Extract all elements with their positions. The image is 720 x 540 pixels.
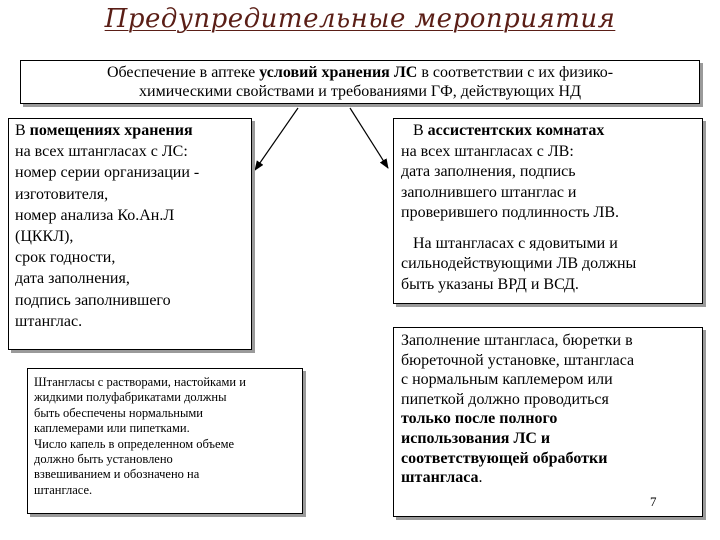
storage-rooms-heading: помещениях хранения [29, 122, 193, 139]
list-item: номер серии организации - [15, 164, 200, 182]
list-item: изготовителя, [15, 185, 109, 203]
list-item: штангласе. [34, 482, 93, 497]
assistant-rooms-box [393, 118, 703, 304]
top-box-text: Обеспечение в аптеке [106, 64, 260, 81]
list-item: с нормальным каплемером или [401, 371, 613, 389]
list-item: быть обеспечены нормальными [34, 405, 203, 420]
right-box-lead: В ассистентских комнатах [413, 122, 605, 139]
list-item: на всех штангласах с ЛВ: [401, 142, 574, 160]
list-item: использования ЛС и [401, 429, 551, 447]
list-item: срок годности, [15, 249, 116, 267]
list-item: Число капель в определенном объеме [34, 436, 235, 451]
list-item: быть указаны ВРД и ВСД. [401, 275, 579, 293]
list-item: проверившего подлинность ЛВ. [401, 204, 620, 221]
left-box-lead: В помещениях хранения [15, 122, 193, 139]
list-item: должно быть установлено [34, 452, 173, 467]
arrow-to-right-box [350, 108, 388, 168]
list-item: взвешиванием и обозначено на [34, 467, 200, 482]
list-item: штангласа. [401, 469, 483, 487]
top-box-bold-text: условий хранения ЛС [259, 64, 418, 81]
list-item: (ЦККЛ), [15, 228, 74, 246]
list-item: бюреточной установке, штангласа [401, 351, 635, 369]
list-item: сильнодействующими ЛВ должны [401, 255, 637, 272]
list-item: пипеткой должно проводиться [401, 390, 609, 408]
page-number: 7 [650, 494, 657, 509]
list-item: штанглас. [15, 312, 83, 330]
top-box-line-1 [21, 63, 699, 82]
droppers-note-box [27, 368, 303, 514]
list-item: На штангласах с ядовитыми и [413, 234, 618, 252]
list-item: соответствующей обработки [401, 449, 608, 467]
spacer [401, 224, 695, 234]
list-item: заполнившего штанглас и [401, 183, 577, 201]
refill-rules-box [393, 327, 703, 517]
list-item: жидкими полуфабрикатами должны [34, 390, 227, 405]
storage-conditions-box [20, 60, 700, 104]
top-box-line-2: химическими свойствами и требованиями ГФ, действующих НД [139, 83, 581, 100]
assistant-rooms-heading: ассистентских комнатах [427, 122, 605, 139]
list-item: Заполнение штангласа, бюретки в [401, 332, 633, 349]
list-item: каплемерами или пипетками. [34, 421, 190, 436]
list-item: на всех штангласах с ЛС: [15, 143, 188, 161]
page-title: Предупредительные мероприятия [104, 4, 616, 34]
list-item: дата заполнения, подпись [401, 163, 576, 180]
list-item: номер анализа Ко.Ан.Л [15, 206, 175, 224]
list-item: только после полного [401, 410, 558, 428]
storage-rooms-box [8, 118, 252, 350]
list-item: подпись заполнившего [15, 291, 171, 309]
list-item: дата заполнения, [15, 270, 130, 288]
list-item: Штангласы с растворами, настойками и [34, 375, 246, 389]
top-box-text-tail: в соответствии с их физико- [417, 64, 614, 81]
arrow-to-left-box [255, 108, 298, 170]
